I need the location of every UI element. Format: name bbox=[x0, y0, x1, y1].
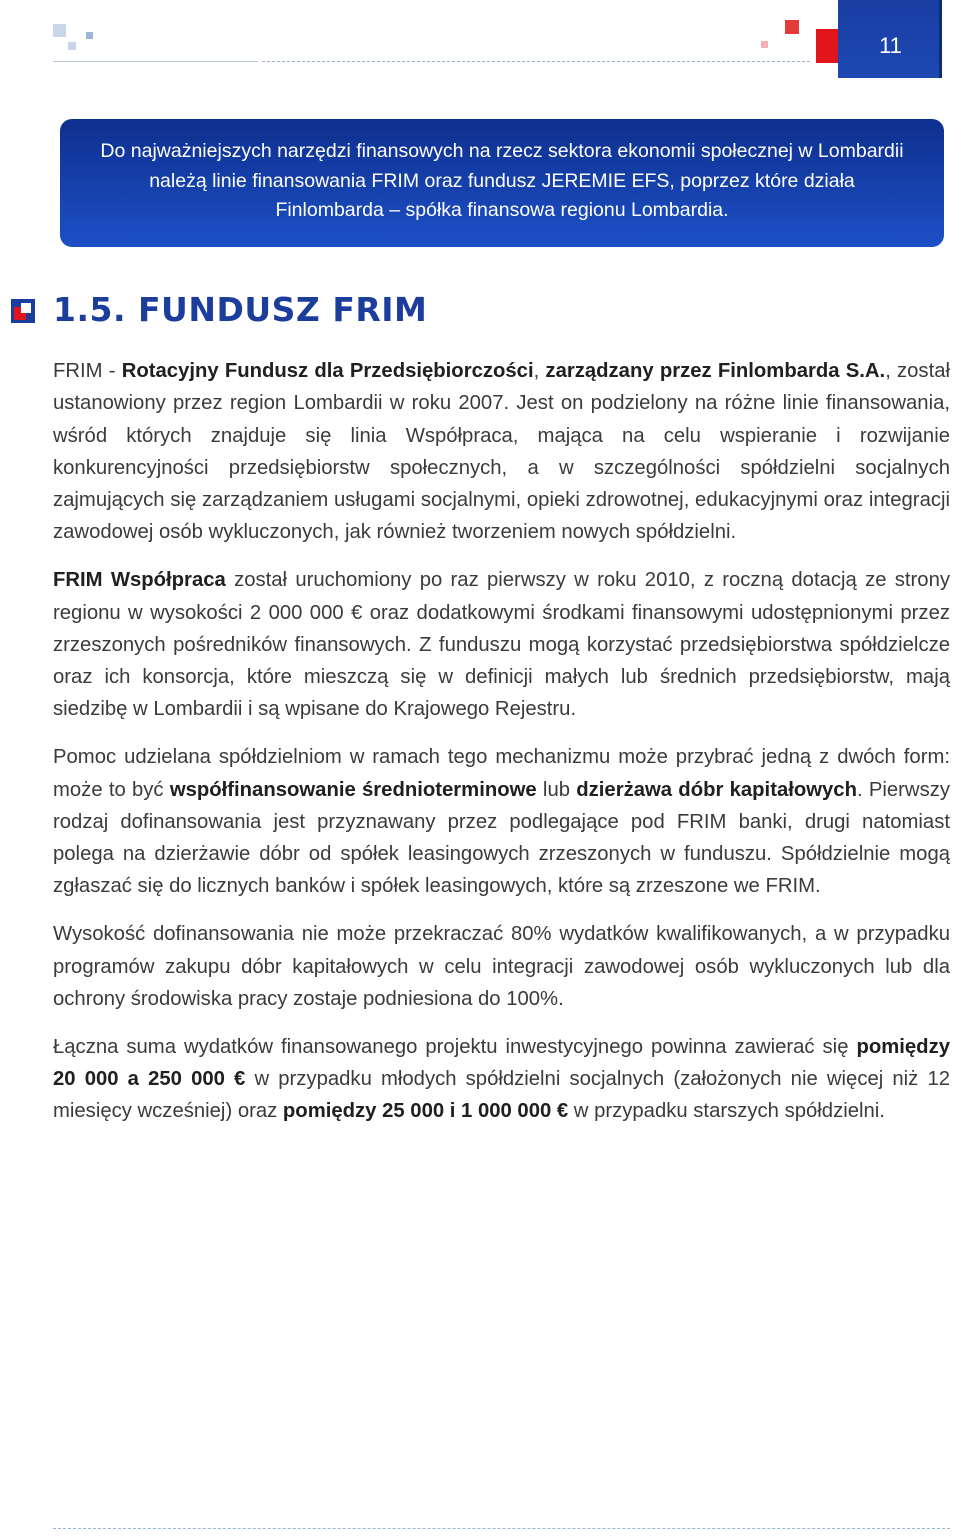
decorative-square bbox=[53, 24, 66, 37]
footer-divider bbox=[53, 1528, 950, 1529]
section-title: 1.5. FUNDUSZ FRIM bbox=[53, 290, 428, 329]
square-bullet-icon bbox=[11, 299, 35, 323]
text-run: Wysokość dofinansowania nie może przekraczać 80% wydatków kwalifikowanych, a w przypadku programów zakupu dóbr kapitałowych w celu integracji zawodowej osób wykluczonych lub dla ochrony środowiska pracy zostaje podniesiona do 100%. bbox=[53, 923, 950, 1010]
decorative-square bbox=[761, 41, 768, 48]
text-run: , bbox=[533, 360, 546, 382]
text-run: został uruchomiony po raz pierwszy w roku 2010, z roczną dotacją ze strony regionu w wysokości 2 000 000 € oraz dodatkowymi środkami finansowymi udostępnionymi przez zrzeszonych pośredników finansowych. Z funduszu mogą korzystać przedsiębiorstwa spółdzielcze oraz ich konsorcja, które mieszczą się w definicji małych lub średnich przedsiębiorstw, mają siedzibę w Lombardii i są wpisane do Krajowego Rejestru. bbox=[53, 569, 950, 721]
decorative-square bbox=[86, 32, 93, 39]
paragraph bbox=[53, 741, 950, 902]
paragraph bbox=[53, 1031, 950, 1128]
bold-text: współfinansowanie średnioterminowe bbox=[169, 778, 537, 801]
header-divider-dashed bbox=[262, 61, 810, 62]
bold-text: Rotacyjny Fundusz dla Przedsiębiorczości bbox=[121, 360, 534, 382]
bold-text: dzierżawa dóbr kapitałowych bbox=[576, 778, 857, 801]
highlight-box bbox=[60, 119, 944, 247]
page-number-tab bbox=[838, 0, 942, 78]
page-number: 11 bbox=[879, 33, 902, 58]
body-text bbox=[53, 355, 950, 1143]
bold-text: zarządzany przez Finlombarda S.A. bbox=[545, 360, 886, 382]
decorative-square bbox=[785, 20, 799, 34]
text-run: , został ustanowiony przez region Lombardii w roku 2007. Jest on podzielony na różne linie finansowania, wśród których znajduje się linia Współpraca, mająca na celu wspieranie i rozwijanie konkurencyjności przedsiębiorstw społecznych, a w szczególności spółdzielni socjalnych zajmujących się zarządzaniem usługami socjalnymi, opieki zdrowotnej, edukacyjnymi oraz integracji zawodowej osób wykluczonych, jak również tworzeniem nowych spółdzielni. bbox=[53, 360, 950, 544]
text-run: w przypadku młodych spółdzielni socjalnych (założonych nie więcej niż 12 miesięcy wcześniej) oraz bbox=[53, 1067, 951, 1123]
header-divider bbox=[53, 61, 258, 62]
paragraph bbox=[53, 355, 950, 549]
text-run: FRIM - bbox=[53, 360, 122, 382]
text-run: w przypadku starszych spółdzielni. bbox=[568, 1100, 885, 1123]
text-run: Pomoc udzielana spółdzielniom w ramach tego mechanizmu może przybrać jedną z dwóch form: może to być bbox=[53, 746, 950, 801]
text-run: . Pierwszy rodzaj dofinansowania jest przyznawany przez podlegające pod FRIM banki, drugi natomiast polega na dzierżawie dóbr od spółek leasingowych zrzeszonych w funduszu. Spółdzielnie mogą zgłaszać się do licznych banków i spółek leasingowych, które są zrzeszone we FRIM. bbox=[53, 778, 950, 898]
bold-text: pomiędzy 20 000 a 250 000 € bbox=[53, 1035, 950, 1090]
decorative-square bbox=[68, 42, 76, 50]
text-run: Łączna suma wydatków finansowanego projektu inwestycyjnego powinna zawierać się bbox=[53, 1035, 857, 1058]
bold-text: pomiędzy 25 000 i 1 000 000 € bbox=[282, 1100, 569, 1123]
paragraph bbox=[53, 918, 950, 1015]
bold-text: FRIM Współpraca bbox=[53, 569, 226, 592]
paragraph bbox=[53, 564, 950, 725]
text-run: lub bbox=[536, 778, 577, 801]
highlight-text: Do najważniejszych narzędzi finansowych na rzecz sektora ekonomii społecznej w Lombardii należą linie finansowania FRIM oraz fundusz JEREMIE EFS, poprzez które działa Finlombarda – spółka finansowa regionu Lombardia. bbox=[100, 140, 904, 221]
